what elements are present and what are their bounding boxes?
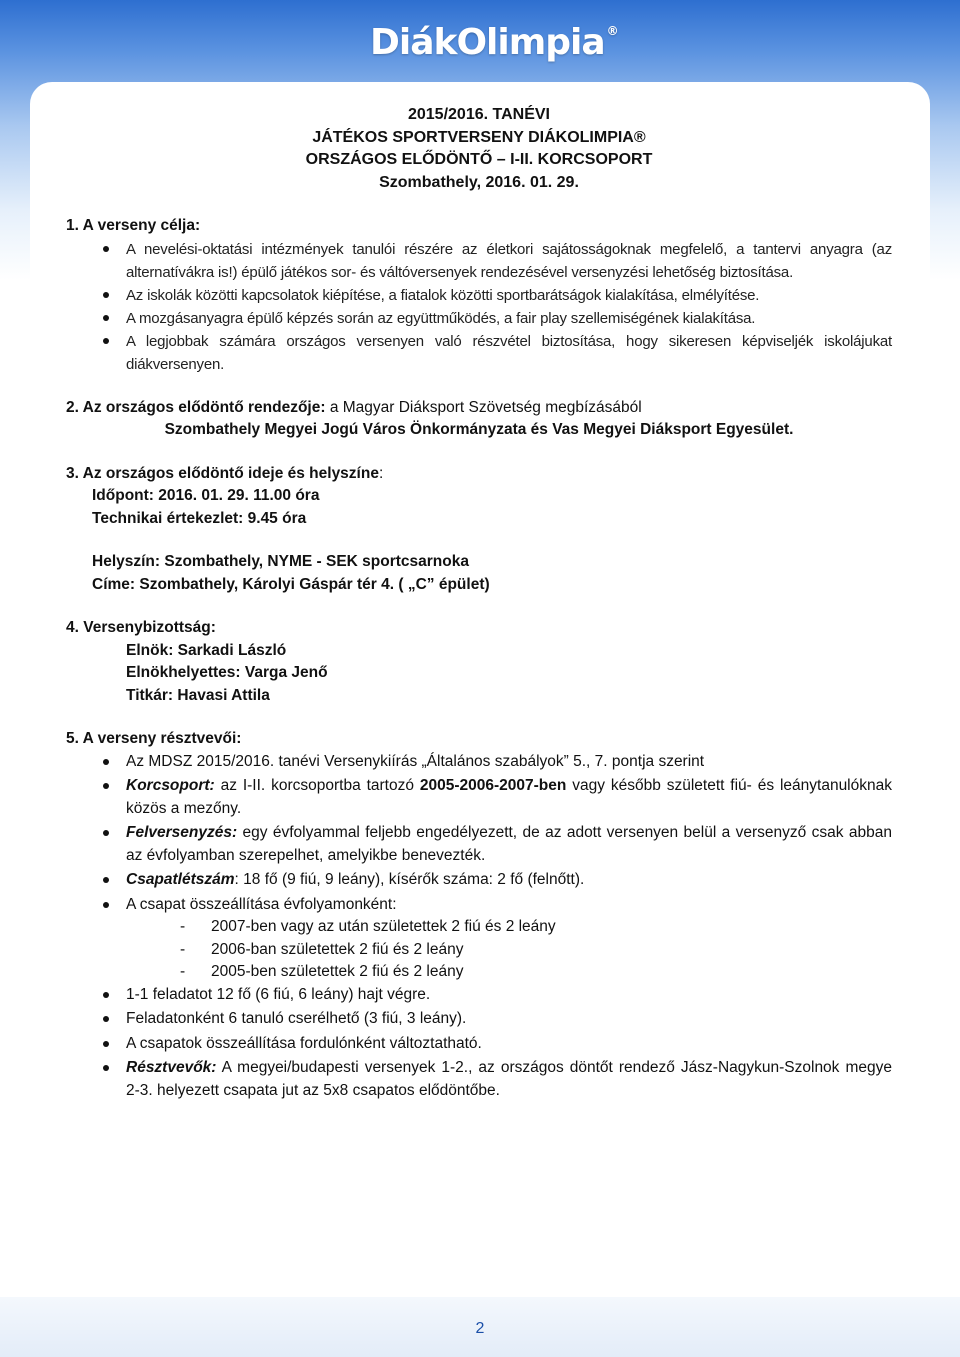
event-time: Időpont: 2016. 01. 29. 11.00 óra <box>92 487 320 504</box>
list-item: A legjobbak számára országos versenyen való részvétel biztosítása, hogy sikeresen képviseljék iskolájukat diákversenyen. <box>66 330 892 376</box>
document-title <box>66 104 892 194</box>
list-item: Feladatonként 6 tanuló cserélhető (3 fiú, 3 leány). <box>66 1008 892 1031</box>
list-item: A mozgásanyagra épülő képzés során az együttműködés, a fair play szellemiségének kialakítása. <box>66 307 892 330</box>
section-5-heading: 5. A verseny résztvevői: <box>66 730 242 747</box>
spacer <box>66 442 892 463</box>
item-text: egy évfolyammal feljebb engedélyezett, de az adott versenyen belül a versenyző csak abban az évfolyamban szerepelhet, amelyikbe benevezték. <box>126 824 892 864</box>
list-item: A nevelési-oktatási intézmények tanulói részére az életkori sajátosságoknak megfelelő, a tantervi anyagra (az alternatívákra is!) épülő játékos sor- és váltóversenyek rendezésével versenyzési lehetőség biztosítása. <box>66 238 892 284</box>
diakolimpia-logo <box>370 22 618 66</box>
venue-address: Címe: Szombathely, Károlyi Gáspár tér 4. ( „C” épület) <box>92 575 490 593</box>
section-3-colon: : <box>378 464 384 482</box>
list-item: A csapatok összeállítása fordulónként változtatható. <box>66 1033 892 1056</box>
committee-chair: Elnök: Sarkadi László <box>126 641 287 659</box>
section-organizer <box>66 397 892 442</box>
spacer <box>66 194 892 215</box>
venue: Helyszín: Szombathely, NYME - SEK sportcsarnoka <box>92 553 469 570</box>
list-item <box>66 775 892 820</box>
list-item: 1-1 feladatot 12 fő (6 fiú, 6 leány) hajt végre. <box>66 984 892 1007</box>
spacer <box>66 530 892 551</box>
item-label: Felversenyzés: <box>126 824 238 841</box>
goal-list <box>66 238 892 376</box>
spacer <box>66 707 892 728</box>
list-item: Az iskolák közötti kapcsolatok kiépítése, a fiatalok közötti sportbarátságok kialakítása, elmélyítése. <box>66 284 892 307</box>
organizer-name: Szombathely Megyei Jogú Város Önkormányzata és Vas Megyei Diáksport Egyesület. <box>164 421 794 438</box>
item-text: vagy később született fiú- és leánytanulóknak közös a mezőny. <box>126 777 892 817</box>
section-goal <box>66 215 892 376</box>
birth-years: 2005-2006-2007-ben <box>419 777 567 794</box>
section-2-heading: 2. Az országos elődöntő rendezője: <box>66 398 326 416</box>
section-1-heading: 1. A verseny célja: <box>66 217 201 234</box>
section-4-heading: 4. Versenybizottság: <box>66 619 216 636</box>
item-label: Résztvevők: <box>126 1059 217 1076</box>
section-3-heading: 3. Az országos elődöntő ideje és helyszíne <box>66 464 379 482</box>
list-item: Az MDSZ 2015/2016. tanévi Versenykiírás „Általános szabályok” 5., 7. pontja szerint <box>66 751 892 774</box>
item-label: Korcsoport: <box>126 777 215 794</box>
list-item: - 2007-ben vagy az után születettek 2 fiú és 2 leány <box>66 916 892 939</box>
participants-list-continued <box>66 984 892 1103</box>
list-item: A csapat összeállítása évfolyamonként: <box>66 894 892 917</box>
team-composition-list <box>66 916 892 984</box>
spacer <box>66 596 892 617</box>
title-line-1: 2015/2016. TANÉVI <box>407 106 550 123</box>
list-item: - 2005-ben születettek 2 fiú és 2 leány <box>66 961 892 984</box>
item-text: A megyei/budapesti versenyek 1-2., az országos döntőt rendező Jász-Nagykun-Szolnok megye 2-3. helyezett csapata jut az 5x8 csapatos elődöntőbe. <box>126 1059 892 1099</box>
section-time-venue <box>66 463 892 597</box>
page-number: 2 <box>475 1320 485 1337</box>
section-committee <box>66 617 892 707</box>
list-item <box>66 869 892 892</box>
committee-secretary: Titkár: Havasi Attila <box>126 686 270 704</box>
section-participants <box>66 728 892 1102</box>
title-line-4: Szombathely, 2016. 01. 29. <box>379 173 579 191</box>
technical-meeting: Technikai értekezlet: 9.45 óra <box>92 509 307 527</box>
document-body <box>66 104 892 1102</box>
logo-text: DiákOlimpia <box>370 22 605 63</box>
committee-vice-chair: Elnökhelyettes: Varga Jenő <box>126 664 328 681</box>
participants-list <box>66 751 892 917</box>
item-label: Csapatlétszám <box>126 871 235 888</box>
item-text: : 18 fő (9 fiú, 9 leány), kísérők száma: 2 fő (felnőtt). <box>234 871 585 888</box>
spacer <box>66 376 892 397</box>
logo-registered-mark: ® <box>606 24 618 38</box>
title-line-3: ORSZÁGOS ELŐDÖNTŐ – I-II. KORCSOPORT <box>305 151 653 168</box>
list-item: - 2006-ban születettek 2 fiú és 2 leány <box>66 939 892 962</box>
list-item <box>66 822 892 867</box>
section-2-text: a Magyar Diáksport Szövetség megbízásából <box>325 398 642 416</box>
title-line-2: JÁTÉKOS SPORTVERSENY DIÁKOLIMPIA® <box>312 128 646 146</box>
item-text: az I-II. korcsoportba tartozó <box>214 777 420 794</box>
list-item <box>66 1057 892 1102</box>
